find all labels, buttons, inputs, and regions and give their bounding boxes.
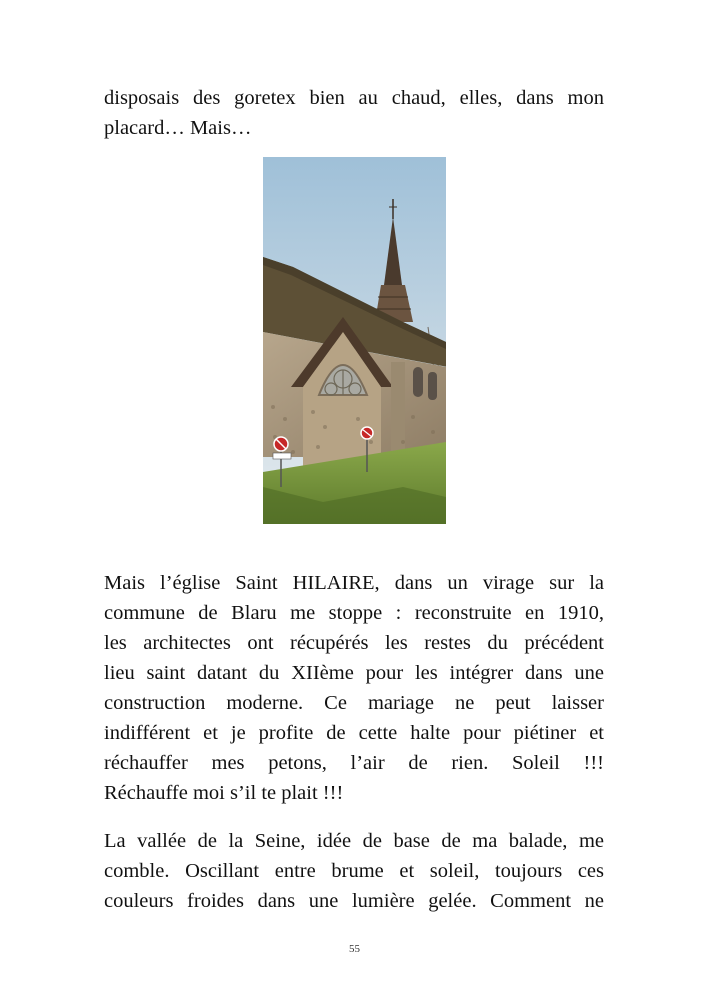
text-line: réchauffer mes petons, l’air de rien. Soleil !!!	[104, 752, 604, 774]
text-line: disposais des goretex bien au chaud, elles, dans mon	[104, 87, 604, 109]
text-line: les architectes ont récupérés les restes du précédent	[104, 632, 604, 654]
paragraph-intro	[104, 83, 604, 143]
church-photo	[263, 157, 446, 524]
text-line: Mais l’église Saint HILAIRE, dans un virage sur la	[104, 572, 604, 594]
paragraph-seine	[104, 826, 604, 916]
page-number: 55	[349, 943, 360, 955]
text-line: commune de Blaru me stoppe : reconstruite en 1910,	[104, 602, 604, 624]
text-line: Réchauffe moi s’il te plait !!!	[104, 782, 344, 804]
text-line: comble. Oscillant entre brume et soleil, toujours ces	[104, 860, 604, 882]
paragraph-church	[104, 568, 604, 808]
text-line: La vallée de la Seine, idée de base de ma balade, me	[104, 830, 604, 852]
text-line: couleurs froides dans une lumière gelée. Comment ne	[104, 890, 604, 912]
text-line: placard… Mais…	[104, 117, 252, 139]
text-line: construction moderne. Ce mariage ne peut laisser	[104, 692, 604, 714]
text-line: lieu saint datant du XIIème pour les intégrer dans une	[104, 662, 604, 684]
text-line: indifférent et je profite de cette halte pour piétiner et	[104, 722, 604, 744]
